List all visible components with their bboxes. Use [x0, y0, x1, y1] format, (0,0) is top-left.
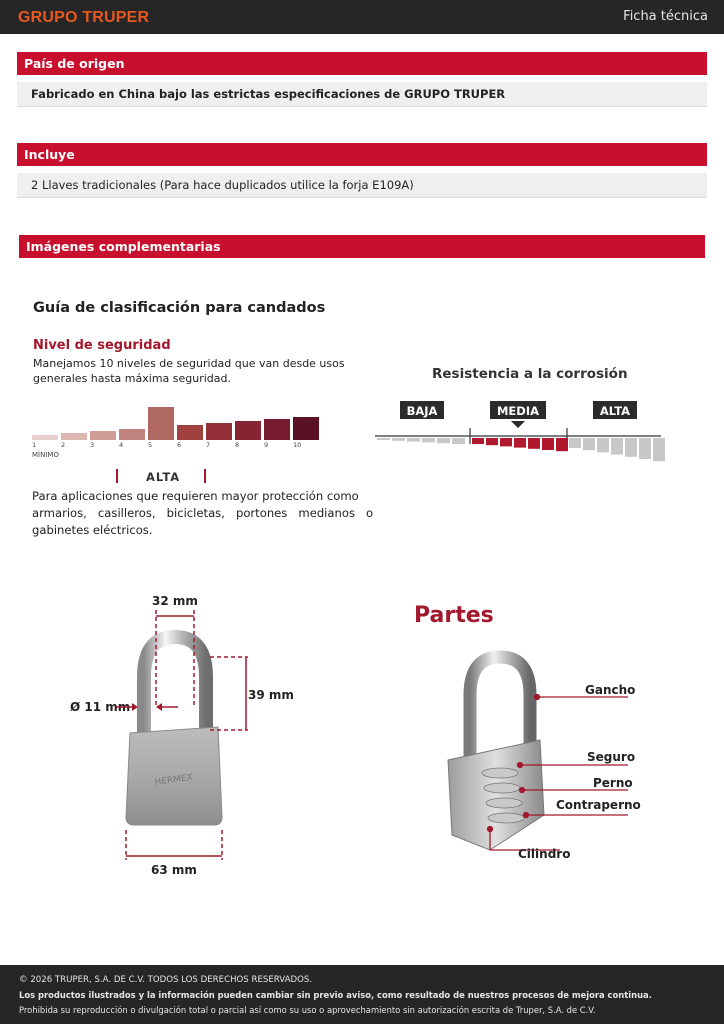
- corrosion-bar: [377, 438, 390, 440]
- security-level-title: Nivel de seguridad: [33, 338, 171, 353]
- shackle-height-label: 39 mm: [248, 688, 294, 702]
- corrosion-bar: [569, 438, 581, 448]
- security-level-tick-2: 2: [61, 441, 66, 449]
- section-header-includes: Incluye: [17, 143, 707, 166]
- corrosion-bar: [422, 438, 435, 442]
- corrosion-bar: [407, 438, 420, 442]
- category-label: ALTA: [146, 470, 181, 484]
- corrosion-bar: [528, 438, 540, 449]
- part-label-gancho: Gancho: [585, 683, 636, 697]
- security-level-tick-1: 1: [32, 441, 37, 449]
- level-min-label: MÍNIMO: [32, 451, 59, 459]
- section-header-origin: País de origen: [17, 52, 707, 75]
- corrosion-bar: [653, 438, 665, 461]
- security-level-bar-5: [148, 407, 174, 440]
- security-level-tick-8: 8: [235, 441, 240, 449]
- brand-logo: GRUPO TRUPER: [18, 9, 150, 26]
- security-level-bar-1: [32, 435, 58, 440]
- security-level-bar-8: [235, 421, 261, 440]
- corrosion-bar: [542, 438, 554, 450]
- corrosion-pointer-icon: [511, 421, 525, 428]
- security-desc-line-1: Manejamos 10 niveles de seguridad que van desde usos: [33, 357, 345, 370]
- footer-notice: Los productos ilustrados y la información pueden cambiar sin previo aviso, como resultado de nuestros procesos de mejora continua.: [19, 990, 652, 1000]
- corrosion-low-label: BAJA: [406, 404, 438, 418]
- security-level-bar-7: [206, 423, 232, 440]
- corrosion-bar: [486, 438, 498, 445]
- security-level-tick-10: 10: [293, 441, 302, 449]
- corrosion-bar: [514, 438, 526, 448]
- corrosion-title: Resistencia a la corrosión: [432, 366, 628, 382]
- parts-title: Partes: [414, 603, 494, 628]
- category-desc-line-1: Para aplicaciones que requieren mayor protección como: [32, 489, 359, 503]
- padlock-dimensions-illustration: [60, 585, 320, 885]
- corrosion-bar: [472, 438, 484, 444]
- category-marker-left: [116, 469, 118, 483]
- security-level-bar-10: [293, 417, 319, 440]
- corrosion-bar: [392, 438, 405, 441]
- corrosion-bar: [583, 438, 595, 450]
- security-level-chart: [28, 400, 328, 462]
- corrosion-bar: [639, 438, 651, 459]
- corrosion-bar: [625, 438, 637, 457]
- security-level-tick-5: 5: [148, 441, 153, 449]
- corrosion-bar: [611, 438, 623, 455]
- security-desc-line-2: generales hasta máxima seguridad.: [33, 372, 232, 385]
- category-desc-line-3: gabinetes eléctricos.: [32, 523, 153, 537]
- brand-mark: HERMEX: [154, 772, 194, 788]
- security-level-tick-7: 7: [206, 441, 211, 449]
- corrosion-bar: [556, 438, 568, 451]
- footer-prohibition: Prohibida su reproducción o divulgación total o parcial así como su uso o aprovechamiento sin autorización escrita de Truper, S.A. de C.V.: [19, 1005, 596, 1015]
- shackle-width-label: 32 mm: [152, 594, 198, 608]
- security-level-bar-2: [61, 433, 87, 440]
- shackle-diameter-label: Ø 11 mm: [70, 700, 131, 714]
- part-label-perno: Perno: [593, 776, 633, 790]
- footer: [0, 965, 724, 1024]
- part-label-contraperno: Contraperno: [556, 798, 641, 812]
- security-level-tick-4: 4: [119, 441, 124, 449]
- corrosion-bar: [452, 438, 465, 444]
- security-level-bar-3: [90, 431, 116, 440]
- security-level-tick-9: 9: [264, 441, 269, 449]
- corrosion-bar: [597, 438, 609, 452]
- corrosion-high-label: ALTA: [599, 404, 631, 418]
- corrosion-bar: [500, 438, 512, 446]
- section-header-images: Imágenes complementarias: [19, 235, 705, 258]
- security-level-bar-9: [264, 419, 290, 440]
- security-level-tick-3: 3: [90, 441, 95, 449]
- corrosion-scale: [372, 396, 667, 468]
- section-body-origin: Fabricado en China bajo las estrictas especificaciones de GRUPO TRUPER: [17, 82, 707, 107]
- corrosion-mid-label: MEDIA: [496, 404, 540, 418]
- part-label-seguro: Seguro: [587, 750, 636, 764]
- part-label-cilindro: Cilindro: [518, 847, 571, 861]
- category-marker-right: [204, 469, 206, 483]
- top-bar: [0, 0, 724, 34]
- security-level-tick-6: 6: [177, 441, 182, 449]
- corrosion-bar: [437, 438, 450, 443]
- guide-title: Guía de clasificación para candados: [33, 300, 326, 316]
- security-level-bar-6: [177, 425, 203, 440]
- body-width-label: 63 mm: [151, 863, 197, 877]
- section-body-includes: 2 Llaves tradicionales (Para hace duplicados utilice la forja E109A): [17, 173, 707, 198]
- security-level-bar-4: [119, 429, 145, 440]
- category-desc-line-2: armarios, casilleros, bicicletas, portones medianos o: [32, 506, 374, 520]
- footer-copyright: © 2026 TRUPER, S.A. DE C.V. TODOS LOS DERECHOS RESERVADOS.: [19, 975, 313, 985]
- document-type: Ficha técnica: [623, 9, 708, 24]
